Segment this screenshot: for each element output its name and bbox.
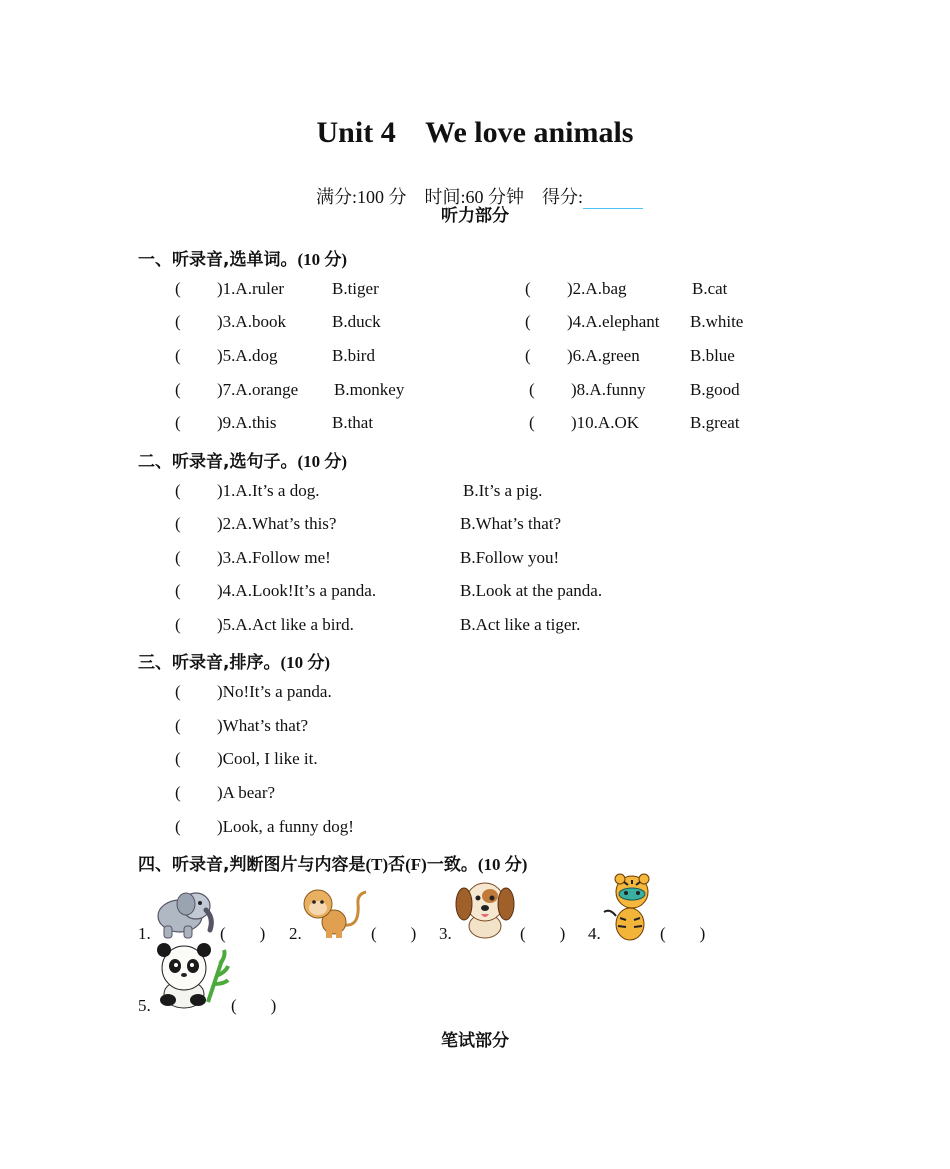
answer-blank[interactable]: ( (175, 413, 181, 432)
answer-blank[interactable]: ( (175, 279, 181, 298)
answer-blank[interactable]: ( (175, 380, 181, 399)
section-1-title: 一、听录音,选单词。 (138, 250, 298, 270)
score-label: 得分: (542, 187, 584, 207)
list-item (529, 380, 646, 400)
option-b: B.that (332, 413, 374, 432)
answer-blank[interactable]: ( (175, 682, 181, 701)
option-b: B.great (690, 413, 740, 432)
answer-blank[interactable]: ( ) (231, 996, 277, 1015)
answer-blank[interactable]: ( ) (220, 924, 266, 943)
answer-blank[interactable]: ( (175, 548, 181, 567)
list-item (175, 581, 376, 601)
option-a: )5.A.Act like a bird. (217, 615, 354, 634)
option-a: )3.A.book (217, 312, 286, 331)
sentence: )Cool, I like it. (217, 749, 318, 768)
answer-blank[interactable]: ( (175, 581, 181, 600)
option-b: B.cat (692, 279, 728, 298)
option-a: )5.A.dog (217, 346, 278, 365)
option-b: B.Look at the panda. (460, 581, 603, 600)
list-item (525, 279, 626, 299)
picture-number: 4. (588, 924, 601, 943)
list-item (525, 312, 660, 332)
answer-blank[interactable]: ( (175, 481, 181, 500)
section-3-points: (10 分) (280, 653, 331, 672)
panda-icon (150, 942, 230, 1010)
list-item (175, 312, 286, 332)
section-4-title: 四、听录音,判断图片与内容是 (138, 855, 366, 875)
tiger-icon (600, 872, 660, 942)
list-item (175, 380, 298, 400)
full-score: 满分:100 分 (315, 187, 407, 207)
section-2-points: (10 分) (297, 452, 348, 471)
section-3-title: 三、听录音,排序。 (138, 653, 281, 673)
answer-blank[interactable]: ( (175, 312, 181, 331)
list-item (175, 346, 277, 366)
option-a: )1.A.It’s a dog. (217, 481, 320, 500)
option-b: B.good (690, 380, 740, 399)
list-item (175, 783, 275, 803)
option-a: )4.A.elephant (567, 312, 660, 331)
sentence: )No!It’s a panda. (217, 682, 332, 701)
elephant-icon (150, 884, 218, 940)
list-item (175, 615, 354, 635)
option-a: )1.A.ruler (217, 279, 285, 298)
list-item (175, 682, 332, 702)
section-1-points: (10 分) (297, 250, 348, 269)
list-item (175, 413, 277, 433)
list-item (175, 279, 284, 299)
answer-blank[interactable]: ( (175, 514, 181, 533)
picture-number: 1. (138, 924, 151, 943)
answer-blank[interactable]: ( (529, 380, 535, 399)
answer-blank[interactable]: ( (525, 346, 531, 365)
option-a: )6.A.green (567, 346, 640, 365)
section-2-title: 二、听录音,选句子。 (138, 452, 298, 472)
answer-blank[interactable]: ( (529, 413, 535, 432)
dog-icon (452, 876, 518, 940)
listening-part-heading: 听力部分 (441, 206, 509, 226)
answer-blank[interactable]: ( (175, 615, 181, 634)
page-title: Unit 4 We love animals (316, 116, 634, 149)
section-4-tf: (T)否(F)一致。 (365, 855, 478, 874)
option-a: )2.A.bag (567, 279, 627, 298)
list-item (525, 346, 640, 366)
option-a: )3.A.Follow me! (217, 548, 331, 567)
option-a: )10.A.OK (571, 413, 639, 432)
option-b: B.Follow you! (460, 548, 560, 567)
section-2-heading (138, 447, 347, 472)
answer-blank[interactable]: ( (175, 783, 181, 802)
option-b: B.bird (332, 346, 375, 365)
option-b: B.monkey (334, 380, 405, 399)
option-b: B.white (690, 312, 744, 331)
picture-number: 2. (289, 924, 302, 943)
answer-blank[interactable]: ( (175, 346, 181, 365)
option-b: B.Act like a tiger. (460, 615, 581, 634)
answer-blank[interactable]: ( ) (660, 924, 706, 943)
section-4-points: (10 分) (477, 855, 528, 874)
option-a: )9.A.this (217, 413, 277, 432)
option-b: B.What’s that? (460, 514, 562, 533)
answer-blank[interactable]: ( (175, 817, 181, 836)
list-item (175, 716, 308, 736)
answer-blank[interactable]: ( (175, 749, 181, 768)
option-b: B.blue (690, 346, 735, 365)
answer-blank[interactable]: ( (175, 716, 181, 735)
answer-blank[interactable]: ( (525, 312, 531, 331)
picture-number: 5. (138, 996, 151, 1015)
list-item (175, 548, 331, 568)
list-item (175, 514, 336, 534)
option-b: B.tiger (332, 279, 379, 298)
list-item (175, 749, 318, 769)
option-a: )4.A.Look!It’s a panda. (217, 581, 377, 600)
list-item (175, 481, 319, 501)
time-limit: 时间:60 分钟 (424, 187, 524, 207)
answer-blank[interactable]: ( ) (520, 924, 566, 943)
answer-blank[interactable]: ( ) (371, 924, 417, 943)
section-1-heading (138, 245, 347, 270)
written-part-heading: 笔试部分 (441, 1031, 509, 1051)
sentence: )Look, a funny dog! (217, 817, 354, 836)
list-item (175, 817, 354, 837)
option-b: B.It’s a pig. (463, 481, 543, 500)
option-a: )8.A.funny (571, 380, 646, 399)
section-4-heading (138, 850, 527, 875)
option-a: )2.A.What’s this? (217, 514, 337, 533)
monkey-icon (300, 884, 370, 940)
section-3-heading (138, 648, 330, 673)
sentence: )A bear? (217, 783, 276, 802)
option-a: )7.A.orange (217, 380, 299, 399)
option-b: B.duck (332, 312, 381, 331)
answer-blank[interactable]: ( (525, 279, 531, 298)
list-item (529, 413, 639, 433)
picture-number: 3. (439, 924, 452, 943)
sentence: )What’s that? (217, 716, 309, 735)
